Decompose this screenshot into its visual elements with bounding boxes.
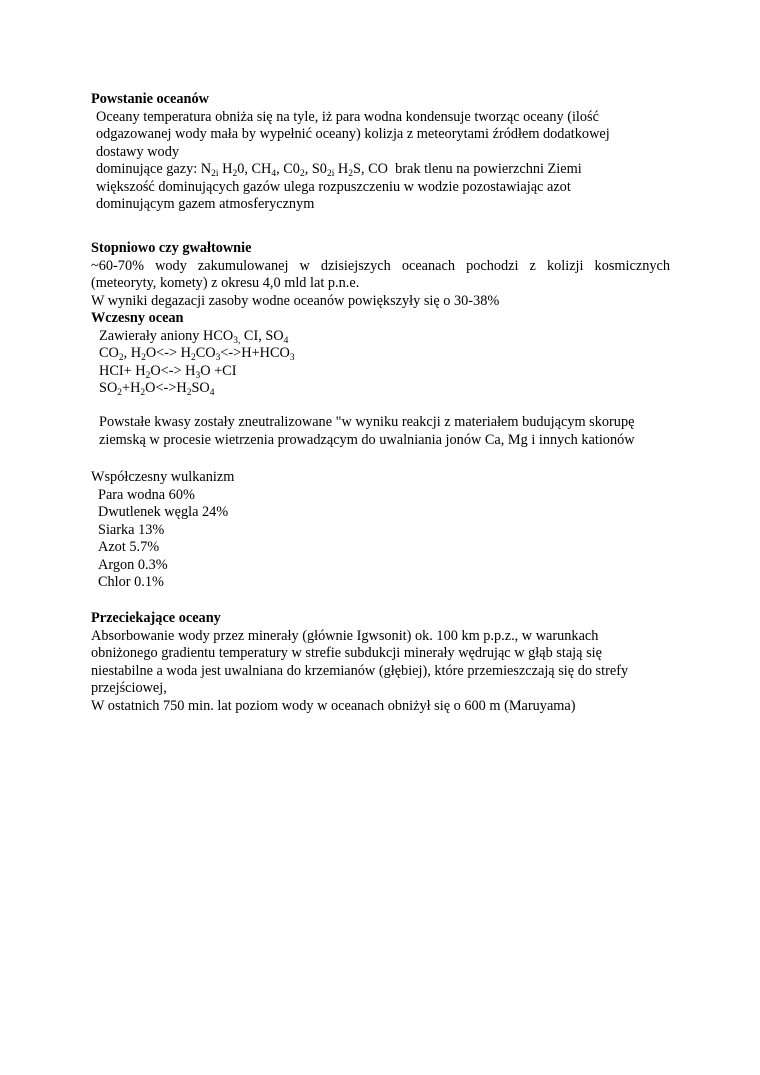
equation-line: $SO_2+H_2O<->H_2SO_4$ [99, 380, 215, 398]
paragraph-line: (meteoryty, komety) z okresu 4,0 mld lat p.n.e. [91, 275, 360, 291]
paragraph-line: większość dominujących gazów ulega rozpuszczeniu w wodzie pozostawiając azot [96, 178, 571, 195]
paragraph-line: Powstałe kwasy zostały zneutralizowane "w wyniku reakcji z materiałem budującym skorupę [99, 414, 635, 430]
paragraph-line: W wyniki degazacji zasoby wodne oceanów powiększyły się o 30-38% [91, 292, 500, 309]
list-item: Dwutlenek węgla 24% [98, 504, 229, 520]
paragraph-line: dostawy wody [96, 143, 179, 160]
equation-line: $CO_2$, $H_2O<-> H_2CO_3<->H+HCO_3$ [99, 345, 295, 363]
section-wulkanizm [91, 469, 671, 592]
gases-line: dominujące gazy: $N_{2i}$ $H_20$, $CH_4$, $C0_2$, $S0_{2i}$ $H_2S$, CO brak tlenu na powierzchni Ziemi [96, 161, 582, 179]
section-heading-plain: Współczesny wulkanizm [91, 469, 235, 485]
paragraph-kwasy [91, 414, 671, 449]
section-powstanie-oceanow [91, 91, 671, 214]
paragraph-line: dominującym gazem atmosferycznym [96, 196, 315, 212]
paragraph-line: przejściowej, [91, 680, 167, 696]
section-heading: Powstanie oceanów [91, 91, 209, 107]
paragraph-line: W ostatnich 750 min. lat poziom wody w oceanach obniżył się o 600 m (Maruyama) [91, 697, 576, 714]
paragraph-line: niestabilne a woda jest uwalniana do krzemianów (głębiej), które przemieszczają się do strefy [91, 662, 629, 679]
list-item: Argon 0.3% [98, 556, 168, 573]
section-przeciekajace-oceany [91, 610, 671, 715]
section-heading: Stopniowo czy gwałtownie [91, 240, 252, 256]
section-heading-wczesny-ocean: Wczesny ocean [91, 310, 184, 326]
anions-line: Zawierały aniony $HCO_{3,}$ CI, $SO_4$ [99, 327, 289, 346]
list-item: Para wodna 60% [98, 486, 195, 503]
paragraph-line: obniżonego gradientu temperatury w strefie subdukcji minerały wędrując w głąb stają się [91, 645, 602, 661]
list-item: Chlor 0.1% [98, 574, 164, 590]
paragraph-line: Absorbowanie wody przez minerały (głównie Igwsonit) ok. 100 km p.p.z., w warunkach [91, 627, 599, 644]
paragraph-line: ~60-70% wody zakumulowanej w dzisiejszych oceanach pochodzi z kolizji kosmicznych [91, 257, 670, 274]
list-item: Azot 5.7% [98, 539, 160, 555]
section-heading: Przeciekające oceany [91, 610, 221, 626]
section-stopniowo [91, 240, 671, 398]
list-item: Siarka 13% [98, 521, 165, 538]
paragraph-line: ziemską w procesie wietrzenia prowadzącym do uwalniania jonów Ca, Mg i innych kationów [99, 431, 635, 448]
paragraph-line: odgazowanej wody mała by wypełnić oceany) kolizja z meteorytami źródłem dodatkowej [96, 126, 610, 142]
equation-line: $HCI+ H_2O<-> H_3O +CI$ [99, 362, 237, 381]
paragraph-line: Oceany temperatura obniża się na tyle, iż para wodna kondensuje tworząc oceany (ilość [96, 108, 599, 125]
